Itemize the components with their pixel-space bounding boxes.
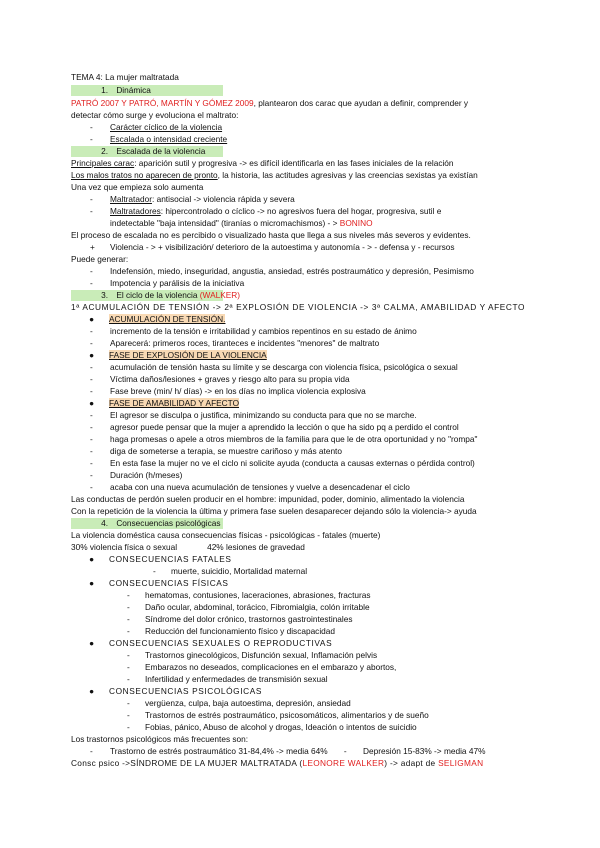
list-item: - Fobias, pánico, Abuso de alcohol y drogas, Ideación o intentos de suicidio xyxy=(127,722,417,732)
list-item: - agresor puede pensar que la mujer a aprendido la lección o que ha sido pq a perdido el control xyxy=(90,422,459,432)
list-item: - Carácter cíclico de la violencia xyxy=(90,122,223,132)
dynamics-line-2: detectar cómo surge y evoluciona el maltrato: xyxy=(71,110,239,120)
cycle-sequence: 1ª ACUMULACIÓN DE TENSIÓN -> 2ª EXPLOSIÓN DE VIOLENCIA -> 3ª CALMA, AMABILIDAD Y AFECTO xyxy=(71,302,526,312)
list-item: - Fase breve (min/ h/ días) -> en los días no implica violencia explosiva xyxy=(90,386,366,396)
dynamics-line-1: PATRÓ 2007 Y PATRÓ, MARTÍN Y GÓMEZ 2009, plantearon dos carac que ayudan a definir, comprender y xyxy=(71,98,469,108)
paragraph-line: 30% violencia física o sexual 42% lesiones de gravedad xyxy=(71,542,305,552)
section-2-heading: 2. Escalada de la violencia xyxy=(71,146,223,157)
paragraph-line: La violencia doméstica causa consecuencias físicas - psicológicas - fatales (muerte) xyxy=(71,530,381,540)
escalada-line: Una vez que empieza solo aumenta xyxy=(71,182,204,192)
section-1-heading: 1. Dinámica xyxy=(71,85,223,96)
list-item: ● ACUMULACIÓN DE TENSIÓN. xyxy=(89,314,226,324)
list-item: - Infertilidad y enfermedades de transmisión sexual xyxy=(127,674,328,684)
paragraph-line: Los trastornos psicológicos más frecuentes son: xyxy=(71,734,249,744)
list-item: - Trastornos ginecológicos, Disfunción sexual, Inflamación pelvis xyxy=(127,650,378,660)
list-item: ● CONSECUENCIAS SEXUALES O REPRODUCTIVAS xyxy=(89,638,333,648)
list-item: - Aparecerá: primeros roces, tiranteces e incidentes "menores" de maltrato xyxy=(90,338,380,348)
escalada-line: Los malos tratos no aparecen de pronto, la historia, las actitudes agresivas y las creencias sexistas ya existían xyxy=(71,170,478,180)
paragraph-line: Las conductas de perdón suelen producir en el hombre: impunidad, poder, dominio, alimentado la violencia xyxy=(71,494,465,504)
list-item: - muerte, suicidio, Mortalidad maternal xyxy=(153,566,308,576)
list-item: - Embarazos no deseados, complicaciones en el embarazo y abortos, xyxy=(127,662,397,672)
list-item: - Duración (h/meses) xyxy=(90,470,183,480)
list-item: + Violencia - > + visibilización/ deterioro de la autoestima y autonomía - > - defensa y - recursos xyxy=(90,242,455,252)
escalada-line: El proceso de escalada no es percibido o visualizado hasta que llega a sus niveles más severos y evidentes. xyxy=(71,230,471,240)
list-item: - haga promesas o apele a otros miembros de la familia para que le de otra oportunidad y no "rompa" xyxy=(90,434,478,444)
list-item: - Reducción del funcionamiento físico y discapacidad xyxy=(127,626,336,636)
list-item: - vergüenza, culpa, baja autoestima, depresión, ansiedad xyxy=(127,698,351,708)
list-item: - Trastorno de estrés postraumático 31-84,4% -> media 64% - Depresión 15-83% -> media 47% xyxy=(90,746,486,756)
list-item: ● CONSECUENCIAS FÍSICAS xyxy=(89,578,229,588)
list-item: ● CONSECUENCIAS PSICOLÓGICAS xyxy=(89,686,262,696)
list-item: - En esta fase la mujer no ve el ciclo ni solicite ayuda (conducta a causas externas o pérdida control) xyxy=(90,458,475,468)
escalada-line: Principales carac: aparición sutil y progresiva -> es difícil identificarla en las fases iniciales de la relación xyxy=(71,158,454,168)
list-item: - Víctima daños/lesiones + graves y riesgo alto para su propia vida xyxy=(90,374,350,384)
list-item: - El agresor se disculpa o justifica, minimizando su conducta para que no se marche. xyxy=(90,410,417,420)
list-item: ● FASE DE AMABILIDAD Y AFECTO xyxy=(89,398,240,408)
list-item: - acumulación de tensión hasta su límite y se descarga con violencia física, psicológica o sexual xyxy=(90,362,458,372)
paragraph-line: Consc psico ->SÍNDROME DE LA MUJER MALTRATADA (LEONORE WALKER) -> adapt de SELIGMAN xyxy=(71,758,484,768)
list-item: - Indefensión, miedo, inseguridad, angustia, ansiedad, estrés postraumático y depresión, Pesimismo xyxy=(90,266,474,276)
paragraph-line: Con la repetición de la violencia la última y primera fase suelen desaparecer dejando sólo la violencia-> ayuda xyxy=(71,506,477,516)
section-4-heading: 4. Consecuencias psicológicas xyxy=(71,518,223,529)
list-item: - Daño ocular, abdominal, torácico, Fibromialgia, colón irritable xyxy=(127,602,370,612)
list-item: ● FASE DE EXPLOSIÓN DE LA VIOLENCIA xyxy=(89,350,267,360)
list-item: - incremento de la tensión e irritabilidad y cambios repentinos en su estado de ánimo xyxy=(90,326,417,336)
list-item: - diga de someterse a terapia, se muestre cariñoso y más atento xyxy=(90,446,342,456)
list-item: - acaba con una nueva acumulación de tensiones y vuelve a desencadenar el ciclo xyxy=(90,482,410,492)
list-item: ● CONSECUENCIAS FATALES xyxy=(89,554,232,564)
list-item: - Trastornos de estrés postraumático, psicosomáticos, alimentarios y de sueño xyxy=(127,710,429,720)
list-item: - Maltratadores: hipercontrolado o cíclico -> no agresivos fuera del hogar, progresiva, sutil e xyxy=(90,206,442,216)
list-item: - Maltratador: antisocial -> violencia rápida y severa xyxy=(90,194,295,204)
page-title: TEMA 4: La mujer maltratada xyxy=(71,72,179,82)
list-item: - Escalada o intensidad creciente xyxy=(90,134,228,144)
section-3-heading: 3. El ciclo de la violencia (WALKER) xyxy=(71,290,223,301)
list-item: - hematomas, contusiones, laceraciones, abrasiones, fracturas xyxy=(127,590,371,600)
list-item: - Síndrome del dolor crónico, trastornos gastrointestinales xyxy=(127,614,353,624)
list-item-continuation: indetectable "baja intensidad" (tiranías o micromachismos) - > BONINO xyxy=(110,218,373,228)
escalada-line: Puede generar: xyxy=(71,254,129,264)
list-item: - Impotencia y parálisis de la iniciativa xyxy=(90,278,245,288)
